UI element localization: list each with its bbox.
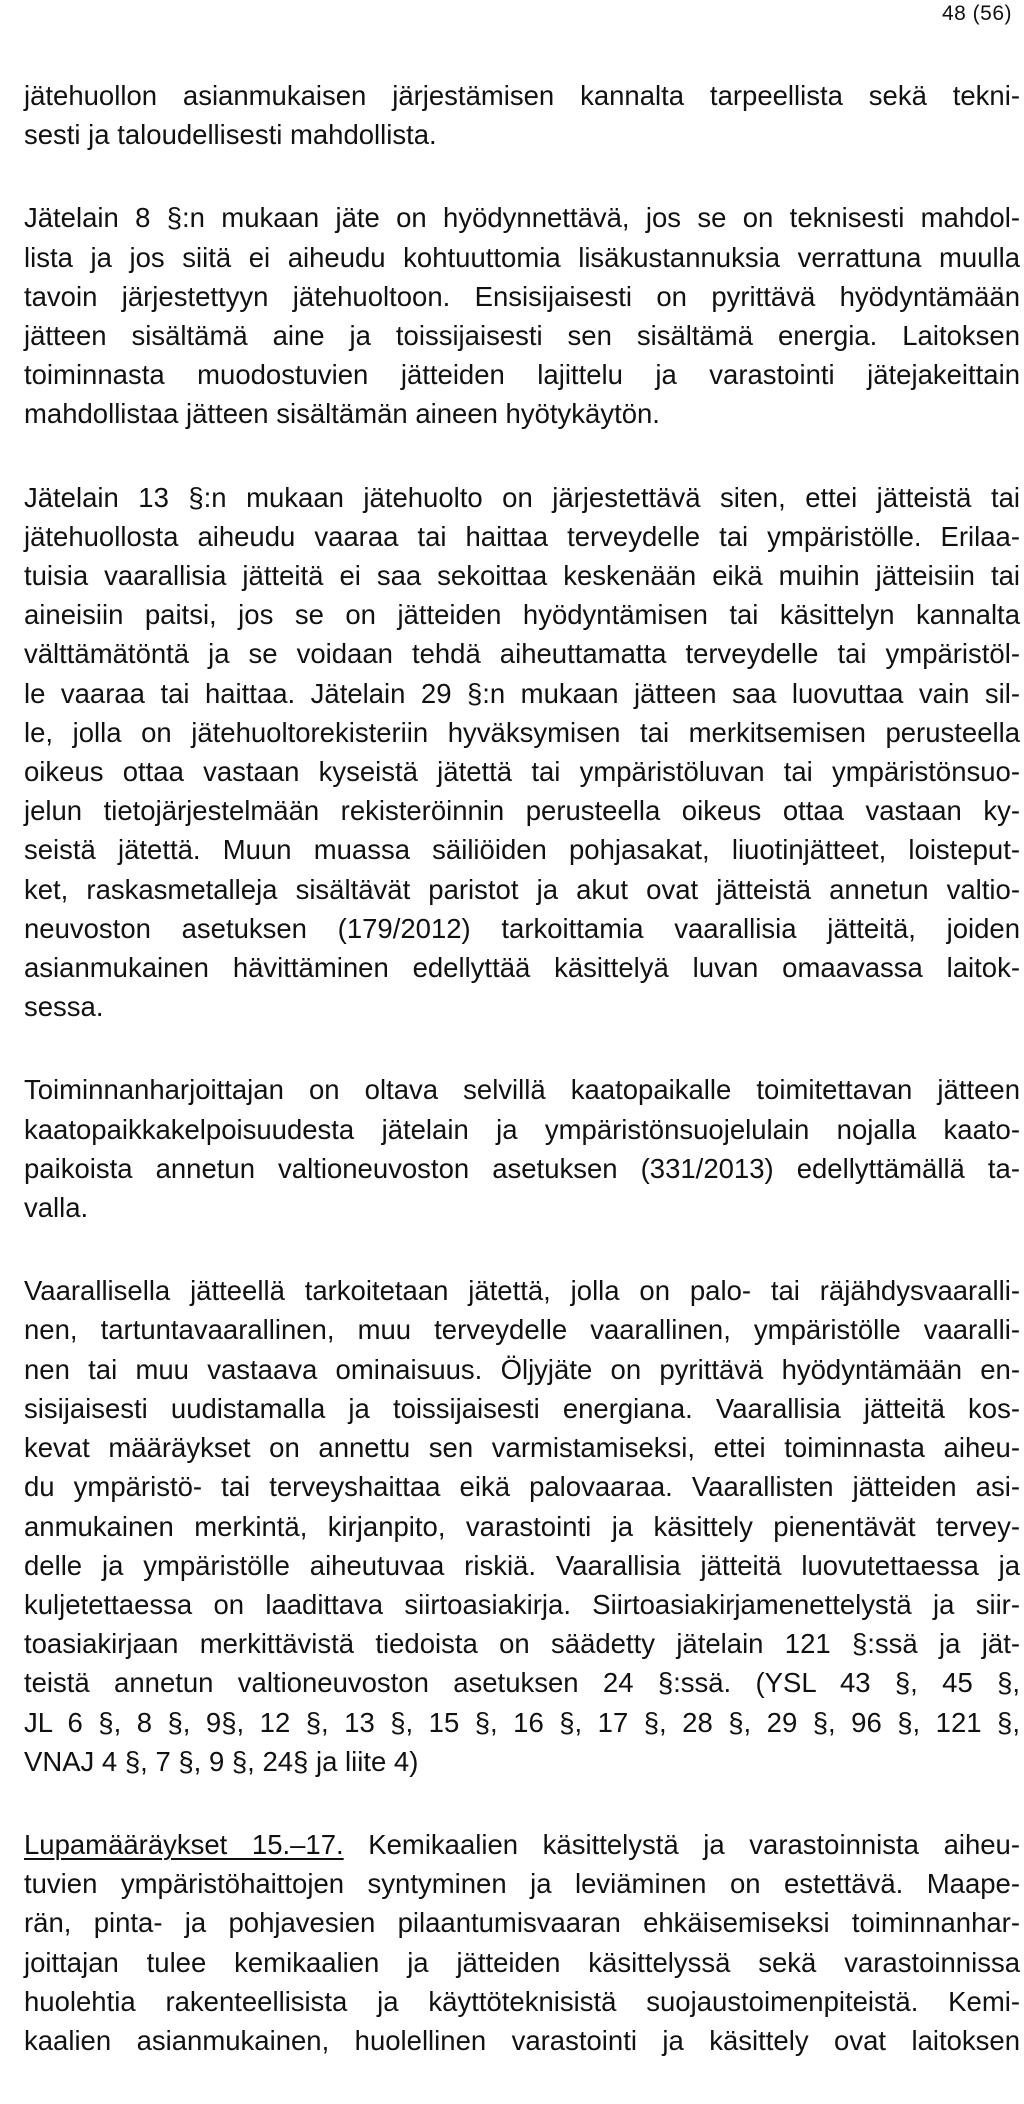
text-line: tavoin järjestettyyn jätehuoltoon. Ensisijaisesti on pyrittävä hyödyntämään (24, 280, 1020, 312)
permit-conditions-reference: Lupamääräykset 15.–17. (24, 1828, 344, 1860)
text-line: VNAJ 4 §, 7 §, 9 §, 24§ ja liite 4) (24, 1745, 419, 1777)
text-line: Jätelain 13 §:n mukaan jätehuolto on järjestettävä siten, ettei jätteistä tai (24, 481, 1020, 513)
text-line: toasiakirjaan merkittävistä tiedoista on säädetty jätelain 121 §:ssä ja jät- (24, 1628, 1020, 1660)
text-line: välttämätöntä ja se voidaan tehdä aiheuttamatta terveydelle tai ympäristöl- (24, 638, 1020, 670)
text-line: paikoista annetun valtioneuvoston asetuksen (331/2013) edellyttämällä ta- (24, 1152, 1020, 1184)
text-line: tuisia vaarallisia jätteitä ei saa sekoittaa keskenään eikä muihin jätteisiin tai (24, 560, 1020, 592)
text-line: jelun tietojärjestelmään rekisteröinnin perusteella oikeus ottaa vastaan ky- (24, 795, 1020, 827)
paragraph-5 (24, 1271, 1020, 1781)
text-line: du ympäristö- tai terveyshaittaa eikä palovaaraa. Vaarallisten jätteiden asi- (24, 1471, 1020, 1503)
paragraph-3 (24, 478, 1020, 1027)
text-line: le, jolla on jätehuoltorekisteriin hyväksymisen tai merkitsemisen perusteella (24, 716, 1020, 748)
text-line: jätteen sisältämä aine ja toissijaisesti sen sisältämä energia. Laitoksen (24, 320, 1020, 352)
document-body (24, 76, 1020, 2104)
text-line: asianmukainen hävittäminen edellyttää käsittelyä luvan omaavassa laitok- (24, 952, 1020, 984)
text-line: kaatopaikkakelpoisuudesta jätelain ja ympäristönsuojelulain nojalla kaato- (24, 1113, 1020, 1145)
paragraph-2 (24, 198, 1020, 433)
text-line: neuvoston asetuksen (179/2012) tarkoittamia vaarallisia jätteitä, joiden (24, 912, 1020, 944)
text-line: le vaaraa tai haittaa. Jätelain 29 §:n mukaan jätteen saa luovuttaa vain sil- (24, 677, 1020, 709)
text-line: rän, pinta- ja pohjavesien pilaantumisvaaran ehkäisemiseksi toiminnanhar- (24, 1907, 1020, 1939)
text-line: tuvien ympäristöhaittojen syntyminen ja leviäminen on estettävä. Maape- (24, 1868, 1020, 1900)
paragraph-4 (24, 1070, 1020, 1227)
text-line: Toiminnanharjoittajan on oltava selvillä kaatopaikalle toimitettavan jätteen (24, 1074, 1020, 1106)
text-line: Jätelain 8 §:n mukaan jäte on hyödynnettävä, jos se on teknisesti mahdol- (24, 202, 1020, 234)
text-line: nen, tartuntavaarallinen, muu terveydelle vaarallinen, ympäristölle vaaralli- (24, 1314, 1020, 1346)
text-line-rest: Kemikaalien käsittelystä ja varastoinnista aiheu- (343, 1828, 1021, 1860)
text-line: jätehuollosta aiheudu vaaraa tai haittaa terveydelle tai ympäristölle. Erilaa- (24, 520, 1020, 552)
text-line: JL 6 §, 8 §, 9§, 12 §, 13 §, 15 §, 16 §, 17 §, 28 §, 29 §, 96 §, 121 §, (24, 1706, 1020, 1738)
text-line: kuljetettaessa on laadittava siirtoasiakirja. Siirtoasiakirjamenettelystä ja siir- (24, 1588, 1020, 1620)
text-line: aineisiin paitsi, jos se on jätteiden hyödyntämisen tai käsittelyn kannalta (24, 599, 1020, 631)
paragraph-1 (24, 76, 1020, 154)
text-line: huolehtia rakenteellisista ja käyttöteknisistä suojaustoimenpiteistä. Kemi- (24, 1985, 1020, 2017)
text-line: delle ja ympäristölle aiheutuvaa riskiä. Vaarallisia jätteitä luovutettaessa ja (24, 1549, 1020, 1581)
text-line: toiminnasta muodostuvien jätteiden lajittelu ja varastointi jätejakeittain (24, 359, 1020, 391)
paragraph-6 (24, 1825, 1020, 2060)
text-line: anmukainen merkintä, kirjanpito, varastointi ja käsittely pienentävät tervey- (24, 1510, 1020, 1542)
text-line: ket, raskasmetalleja sisältävät paristot ja akut ovat jätteistä annetun valtio- (24, 873, 1020, 905)
text-line: Vaarallisella jätteellä tarkoitetaan jätettä, jolla on palo- tai räjähdysvaaralli- (24, 1275, 1020, 1307)
text-line: sisijaisesti uudistamalla ja toissijaisesti energiana. Vaarallisia jätteitä kos- (24, 1392, 1020, 1424)
text-line: teistä annetun valtioneuvoston asetuksen 24 §:ssä. (YSL 43 §, 45 §, (24, 1667, 1020, 1699)
text-line: mahdollistaa jätteen sisältämän aineen hyötykäytön. (24, 398, 660, 430)
text-line: sesti ja taloudellisesti mahdollista. (24, 119, 437, 151)
text-line: oikeus ottaa vastaan kyseistä jätettä tai ympäristöluvan tai ympäristönsuo- (24, 756, 1020, 788)
text-line: jätehuollon asianmukaisen järjestämisen kannalta tarpeellista sekä tekni- (24, 80, 1020, 111)
text-line: sessa. (24, 991, 104, 1023)
text-line: valla. (24, 1192, 89, 1224)
text-line (24, 1825, 1020, 1864)
text-line: seistä jätettä. Muun muassa säiliöiden pohjasakat, liuotinjätteet, loisteput- (24, 834, 1020, 866)
text-line: kaalien asianmukainen, huolellinen varastointi ja käsittely ovat laitoksen (24, 2024, 1020, 2056)
page-number: 48 (56) (941, 2, 1012, 25)
text-line: joittajan tulee kemikaalien ja jätteiden käsittelyssä sekä varastoinnissa (24, 1946, 1020, 1978)
text-line: nen tai muu vastaava ominaisuus. Öljyjäte on pyrittävä hyödyntämään en- (24, 1353, 1020, 1385)
text-line: kevat määräykset on annettu sen varmistamiseksi, ettei toiminnasta aiheu- (24, 1432, 1020, 1464)
text-line: lista ja jos siitä ei aiheudu kohtuuttomia lisäkustannuksia verrattuna muulla (24, 241, 1020, 273)
